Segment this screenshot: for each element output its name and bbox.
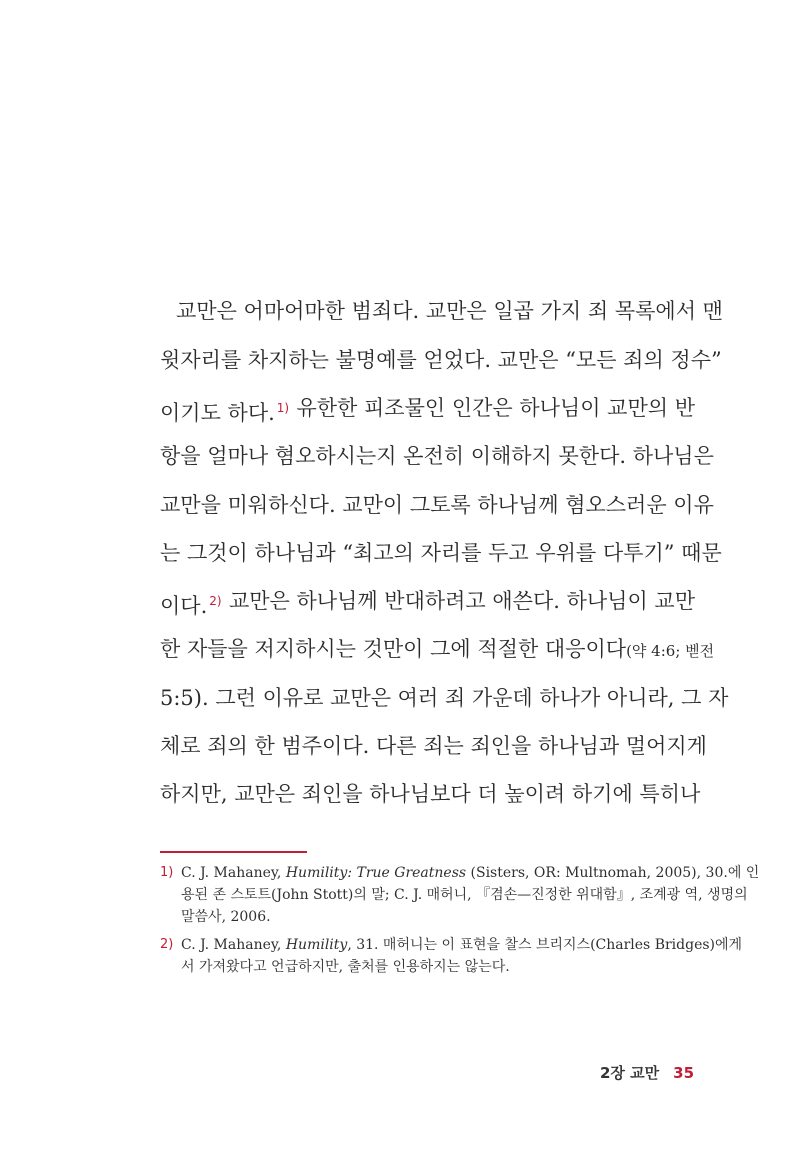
body-line-7-start: 이다. [160, 594, 208, 618]
body-line-10: 체로 죄의 한 범주이다. 다른 죄는 죄인을 하나님과 멀어지게 [160, 734, 707, 758]
footnote-2-line-1 [181, 934, 743, 956]
footnote-1-publication: (Sisters, OR: Multnomah, 2005), 30.에 인 [466, 865, 760, 881]
footnote-1-line-2: 용된 존 스토트(John Stott)의 말; C. J. 매허니, 『겸손—진정한 위대함』, 조계광 역, 생명의 [181, 887, 748, 903]
footnote-2-text [181, 934, 743, 978]
footnote-1-line-3: 말씀사, 2006. [181, 909, 271, 925]
body-line-7-end: 교만은 하나님께 반대하려고 애쓴다. 하나님이 교만 [228, 589, 695, 613]
body-line-8-main: 한 자들을 저지하시는 것만이 그에 적절한 대응이다 [160, 637, 627, 661]
body-line-3-start: 이기도 하다. [160, 401, 275, 425]
body-line-8 [160, 634, 715, 666]
footnote-1-line-1 [181, 862, 760, 884]
body-line-4: 항을 얼마나 혐오하시는지 온전히 이해하지 못한다. 하나님은 [160, 444, 714, 468]
footnote-2-book-title: Humility [285, 937, 348, 953]
body-line-3 [160, 393, 695, 428]
body-line-3-end: 유한한 피조물인 인간은 하나님이 교만의 반 [296, 396, 695, 420]
footnote-1-book-title: Humility: True Greatness [285, 865, 467, 881]
footnote-divider [160, 851, 307, 853]
footnote-1 [160, 862, 760, 928]
body-line-1: 교만은 어마어마한 범죄다. 교만은 일곱 가지 죄 목록에서 맨 [176, 299, 723, 323]
footnote-2-line-2: 서 가져왔다고 언급하지만, 출처를 인용하지는 않는다. [181, 959, 510, 975]
body-line-6: 는 그것이 하나님과 “최고의 자리를 두고 우위를 다투기” 때문 [160, 541, 722, 565]
footnote-ref-1[interactable]: 1) [276, 401, 290, 415]
body-line-7 [160, 586, 695, 621]
footnote-2-author: C. J. Mahaney, [181, 937, 286, 953]
page-footer [600, 1062, 694, 1083]
page-number: 35 [673, 1064, 695, 1082]
body-line-9: 5:5). 그런 이유로 교만은 여러 죄 가운데 하나가 아니라, 그 자 [160, 686, 729, 710]
chapter-label: 2장 교만 [600, 1064, 660, 1082]
bible-reference: (약 4:6; 벧전 [626, 642, 715, 660]
footnote-number-1: 1) [160, 865, 174, 880]
footnote-2 [160, 934, 743, 978]
footnote-1-author: C. J. Mahaney, [181, 865, 286, 881]
footnote-ref-2[interactable]: 2) [209, 594, 222, 608]
footnote-1-text [181, 862, 760, 928]
footnote-number-2: 2) [160, 937, 174, 952]
body-line-5: 교만을 미워하신다. 교만이 그토록 하나님께 혐오스러운 이유 [160, 493, 714, 517]
footnote-2-note: , 31. 매허니는 이 표현을 찰스 브리지스(Charles Bridges)에게 [347, 937, 743, 953]
body-line-2: 윗자리를 차지하는 불명예를 얻었다. 교만은 “모든 죄의 정수” [160, 348, 722, 372]
body-line-11: 하지만, 교만은 죄인을 하나님보다 더 높이려 하기에 특히나 [160, 782, 701, 806]
